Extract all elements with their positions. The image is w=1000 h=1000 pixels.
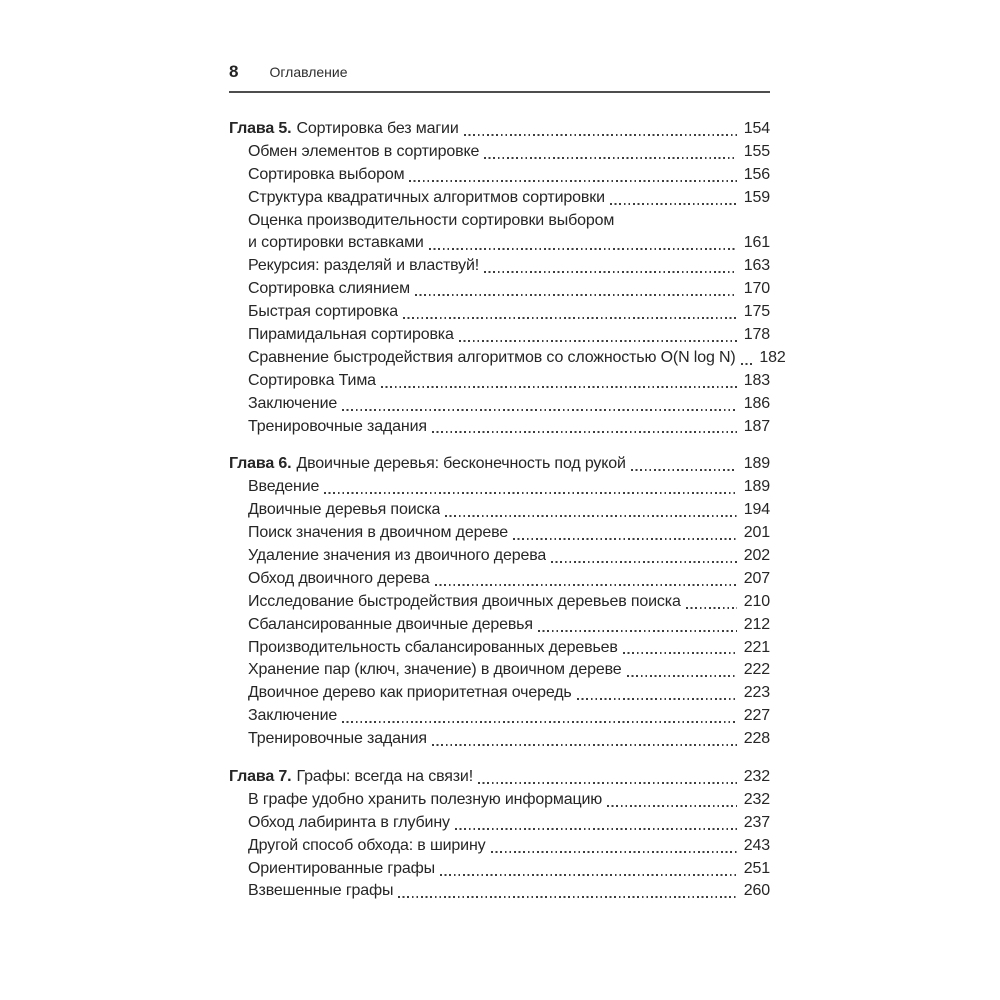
dot-leader bbox=[435, 584, 737, 586]
entry-title: Обход двоичного дерева bbox=[248, 569, 430, 587]
toc-entry-row bbox=[229, 568, 770, 591]
dot-leader bbox=[484, 157, 737, 159]
toc-entry-row bbox=[229, 187, 770, 210]
toc-entry-row bbox=[229, 278, 770, 301]
page-number: 170 bbox=[743, 280, 770, 298]
entry-title: Тренировочные задания bbox=[248, 417, 427, 435]
toc-entry-row bbox=[229, 347, 786, 370]
page-number: 232 bbox=[743, 768, 770, 786]
page-number: 8 bbox=[229, 62, 239, 81]
page-number: 178 bbox=[743, 326, 770, 343]
dot-leader bbox=[607, 805, 737, 807]
dot-leader bbox=[432, 744, 737, 746]
entry-title: Двоичное дерево как приоритетная очередь bbox=[248, 684, 572, 702]
toc-entry-row bbox=[229, 545, 770, 568]
dot-leader bbox=[398, 896, 737, 898]
entry-title: Другой способ обхода: в ширину bbox=[248, 836, 486, 854]
entry-title: Структура квадратичных алгоритмов сортировки bbox=[248, 188, 605, 206]
page-number: 228 bbox=[743, 730, 770, 748]
dot-leader bbox=[610, 203, 737, 205]
entry-title: Поиск значения в двоичном дереве bbox=[248, 524, 509, 542]
toc-entry-row bbox=[229, 210, 770, 233]
entry-title: Сортировка выбором bbox=[248, 165, 405, 183]
toc-entry-row bbox=[229, 812, 770, 835]
toc bbox=[229, 118, 786, 903]
toc-entry-row bbox=[229, 858, 770, 881]
entry-title: Сортировка слиянием bbox=[248, 280, 411, 298]
dot-leader bbox=[324, 492, 737, 494]
toc-section bbox=[229, 118, 786, 438]
dot-leader bbox=[342, 721, 737, 723]
entry-title: В графе удобно хранить полезную информацию bbox=[248, 790, 603, 808]
toc-entry-row bbox=[229, 416, 770, 439]
entry-title: Удаление значения из двоичного дерева bbox=[248, 547, 547, 565]
dot-leader bbox=[415, 294, 737, 296]
page-number: 154 bbox=[743, 119, 770, 137]
dot-leader bbox=[627, 675, 738, 677]
page-content bbox=[229, 62, 786, 903]
toc-entry-row bbox=[229, 522, 770, 545]
dot-leader bbox=[381, 386, 737, 388]
toc-entry-row bbox=[229, 499, 770, 522]
entry-title: Взвешенные графы bbox=[248, 882, 394, 900]
toc-entry-row bbox=[229, 301, 770, 324]
dot-leader bbox=[440, 874, 737, 876]
page-number: 202 bbox=[743, 547, 770, 565]
chapter-label: Глава 6. bbox=[229, 455, 292, 473]
dot-leader bbox=[513, 538, 737, 540]
dot-leader bbox=[432, 431, 737, 433]
toc-entry-row bbox=[229, 682, 770, 705]
chapter-label: Глава 7. bbox=[229, 768, 292, 786]
dot-leader bbox=[538, 630, 737, 632]
dot-leader bbox=[455, 828, 737, 830]
page-number: 222 bbox=[743, 661, 770, 679]
page-number: 212 bbox=[743, 615, 770, 633]
entry-title: Заключение bbox=[248, 394, 338, 412]
chapter-title: Сортировка без магии bbox=[296, 119, 459, 137]
dot-leader bbox=[491, 851, 738, 853]
toc-section bbox=[229, 766, 770, 903]
page-number: 207 bbox=[743, 569, 770, 587]
entry-title: Тренировочные задания bbox=[248, 730, 427, 748]
page-number: 210 bbox=[743, 592, 770, 610]
toc-chapter-row bbox=[229, 766, 770, 789]
page-number: 189 bbox=[743, 455, 770, 473]
toc-entry-row bbox=[229, 659, 770, 682]
dot-leader bbox=[459, 340, 737, 342]
toc-entry-row bbox=[229, 637, 770, 660]
toc-entry-row bbox=[229, 255, 770, 278]
chapter-title: Двоичные деревья: бесконечность под рукой bbox=[296, 455, 626, 473]
dot-leader bbox=[631, 469, 737, 471]
toc-entry-row bbox=[229, 591, 770, 614]
page-number: 187 bbox=[743, 417, 770, 435]
entry-title: Сортировка Тима bbox=[248, 371, 376, 389]
page-number: 163 bbox=[743, 257, 770, 275]
entry-title: Пирамидальная сортировка bbox=[248, 326, 454, 343]
toc-entry-row bbox=[229, 141, 770, 164]
page-number: 182 bbox=[759, 348, 786, 366]
entry-title: Заключение bbox=[248, 707, 338, 725]
page-number: 161 bbox=[743, 234, 770, 252]
page-number: 159 bbox=[743, 188, 770, 206]
toc-chapter-row bbox=[229, 453, 770, 476]
entry-title: Быстрая сортировка bbox=[248, 303, 398, 321]
page-number: 183 bbox=[743, 371, 770, 389]
running-head bbox=[229, 62, 770, 93]
toc-entry-row bbox=[229, 164, 770, 187]
page-number: 221 bbox=[743, 638, 770, 656]
dot-leader bbox=[464, 134, 737, 136]
entry-title: Рекурсия: разделяй и властвуй! bbox=[248, 257, 480, 275]
chapter-label: Глава 5. bbox=[229, 119, 292, 137]
toc-entry-row bbox=[229, 232, 770, 255]
page-number: 260 bbox=[743, 882, 770, 900]
dot-leader bbox=[686, 607, 737, 609]
page-number: 251 bbox=[743, 859, 770, 877]
toc-chapter-row bbox=[229, 118, 770, 141]
entry-title: Производительность сбалансированных деревьев bbox=[248, 638, 618, 656]
running-title: Оглавление bbox=[269, 64, 348, 80]
dot-leader bbox=[623, 652, 737, 654]
entry-title: Оценка производительности сортировки выбором bbox=[248, 211, 615, 229]
toc-entry-row bbox=[229, 370, 770, 393]
dot-leader bbox=[741, 363, 753, 365]
toc-entry-row bbox=[229, 393, 770, 416]
page-number: 189 bbox=[743, 478, 770, 496]
dot-leader bbox=[478, 782, 737, 784]
dot-leader bbox=[403, 317, 737, 319]
dot-leader bbox=[577, 698, 737, 700]
dot-leader bbox=[342, 409, 737, 411]
entry-title: Введение bbox=[248, 478, 320, 496]
toc-entry-row bbox=[229, 835, 770, 858]
chapter-title: Графы: всегда на связи! bbox=[296, 768, 474, 786]
toc-entry-row bbox=[229, 789, 770, 812]
page-number: 156 bbox=[743, 165, 770, 183]
toc-entry-row bbox=[229, 728, 770, 751]
dot-leader bbox=[445, 515, 737, 517]
toc-entry-row bbox=[229, 476, 770, 499]
entry-title: Исследование быстродействия двоичных деревьев поиска bbox=[248, 592, 681, 610]
entry-title: Хранение пар (ключ, значение) в двоичном дереве bbox=[248, 661, 622, 679]
toc-entry-row bbox=[229, 324, 770, 347]
page-number: 155 bbox=[743, 142, 770, 160]
dot-leader bbox=[409, 180, 737, 182]
page-number: 227 bbox=[743, 707, 770, 725]
page-number: 237 bbox=[743, 813, 770, 831]
dot-leader bbox=[551, 561, 737, 563]
toc-section bbox=[229, 453, 770, 751]
page-number: 194 bbox=[743, 501, 770, 519]
entry-title: Сбалансированные двоичные деревья bbox=[248, 615, 533, 633]
page-number: 186 bbox=[743, 394, 770, 412]
toc-entry-row bbox=[229, 614, 770, 637]
page-number: 232 bbox=[743, 790, 770, 808]
page-number: 243 bbox=[743, 836, 770, 854]
entry-title: Сравнение быстродействия алгоритмов со сложностью O(N log N) bbox=[248, 348, 736, 366]
page-number: 175 bbox=[743, 303, 770, 321]
entry-title: Обмен элементов в сортировке bbox=[248, 142, 480, 160]
toc-entry-row bbox=[229, 705, 770, 728]
entry-title: Обход лабиринта в глубину bbox=[248, 813, 450, 831]
page-number: 223 bbox=[743, 684, 770, 702]
page-number: 201 bbox=[743, 524, 770, 542]
entry-title: и сортировки вставками bbox=[248, 234, 424, 252]
entry-title: Двоичные деревья поиска bbox=[248, 501, 441, 519]
dot-leader bbox=[484, 271, 737, 273]
toc-entry-row bbox=[229, 881, 770, 904]
dot-leader bbox=[429, 248, 737, 250]
entry-title: Ориентированные графы bbox=[248, 859, 435, 877]
